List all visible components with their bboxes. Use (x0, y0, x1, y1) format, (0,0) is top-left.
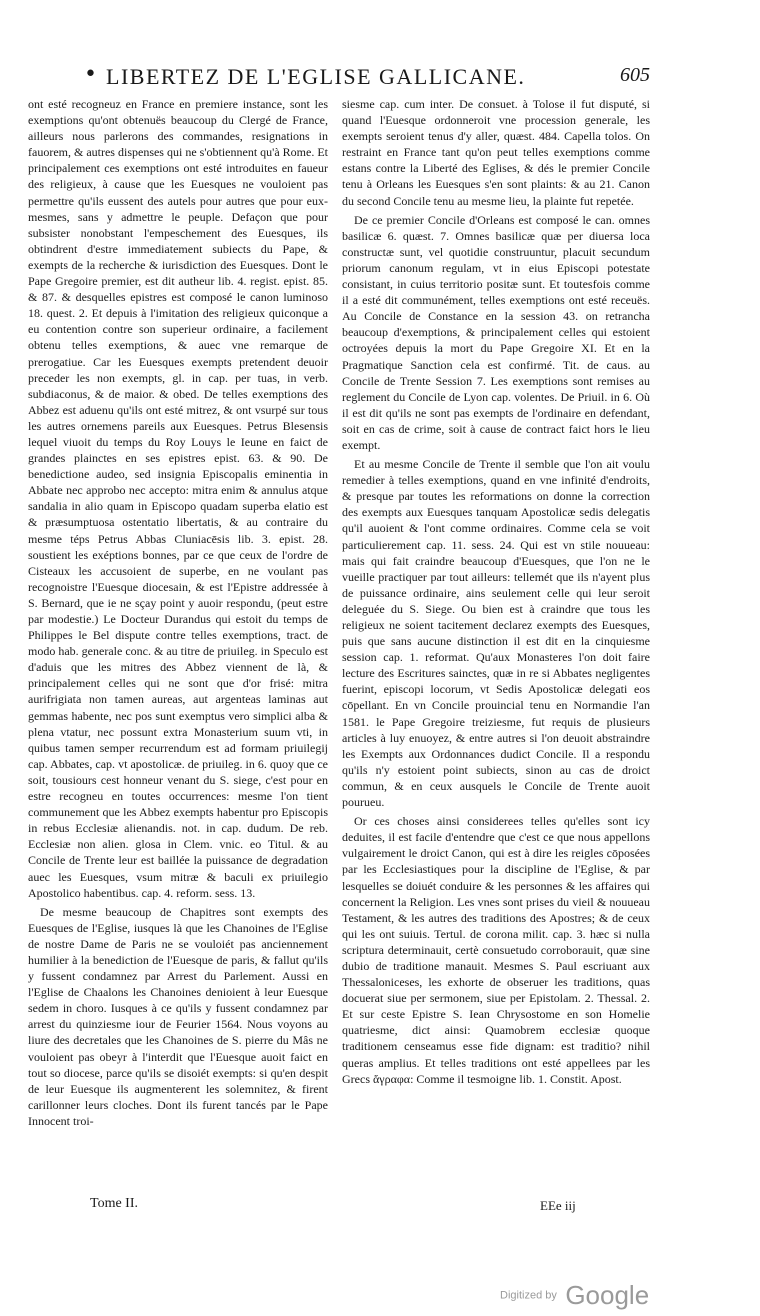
google-logo: Google (565, 1280, 650, 1310)
digitized-watermark (500, 1280, 649, 1311)
volume-label: Tome II. (90, 1196, 139, 1211)
running-header (28, 60, 650, 94)
right-paragraph-1: siesme cap. cum inter. De consuet. à Tolose il fut disputé, si quand l'Euesque ordonneroit vne procession generale, les exempts seroient tenus d'y aller, quæst. 484. Capella tolos. On restraint en France tant qu'on peut telles exemptions comme estans contre la Liberté des Eglises, & dés le premier Concile tenu à Orleans les Euesques s'en sont plaints: & au 21. Canon du second Concile tenu au mesme lieu, la plainte fut repetée. (342, 97, 650, 208)
right-paragraph-2: De ce premier Concile d'Orleans est composé le can. omnes basilicæ 6. quæst. 7. Omnes basilicæ quæ per diuersa loca constructæ sunt, vel quotidie construuntur, placuit secundum priorum canonum regulam, vt in eius Episcopi potestate consistant, in cuius territorio positæ sunt. Et toutesfois comme il a esté dit communément, telles exemptions ont esté receuës. Au Concile de Constance en la session 43. on retrancha beaucoup d'exemptions, & principalement celles qui estoient octroyées depuis la mort du Pape Gregoire XI. Et en la Pragmatique Sanction cela est confirmé. Tit. de caus. au Concile de Trente Session 7. Les exemptions sont remises au reglement du Concile de Lyon cap. volentes. De Priuil. in 6. Où il est dit qu'ils ne sont pas exempts de l'ordinaire en defendant, soit en cas de crime, soit à cause de contract faict hors le lieu exempt. (342, 212, 650, 452)
left-column (28, 96, 328, 1132)
left-paragraph-1: ont esté recogneuz en France en premiere instance, sont les exemptions qu'ont obtenuës beaucoup du Clergé de France, ailleurs nous parlerons des commandes, resignations in fauorem, & autres dispenses qui ne s'obtiennent qu'à Rome. Et principalement ces exemptions ont esté introduites en faueur des religieux, à cause que les Euesques ne vouloient pas permettre qu'ils eussent des autels pour autres que pour eux-mesmes, sans y admettre le peuple. Defaçon que pour subsister nonobstant l'empeschement des Euesques, ils obtindrent d'estre immediatement subiects du Pape, & exempts de la recherche & iurisdiction des Euesques. Dont le Pape Gregoire premier, est dit autheur lib. 4. regist. epist. 85. & 87. & desquelles epistres est composé le canon luminoso 18. quest. 2. Et depuis à l'imitation des religieux quiconque a eu contention contre son superieur ordinaire, a facilement obtenu telles exemptions, & auec vne remarque de prerogatiue. Car les Euesques exempts pretendent deuoir preceder les non exempts, gl. in cap. per tuas, in verb. subdiaconus, & de maior. & obed. De telles exemptions des Abbez est aduenu qu'ils ont esté mitrez, & ont vsurpé sur tous les autres ornemens pareils aux Euesques. Petrus Blesensis lequel viuoit du temps du Roy Louys le Ieune en faict de grandes plainctes en ses epistres epist. 63. & 90. De benedictione audeo, sed insignia Episcopalis eminentia in Abbate nec approbo nec accepto: mitra enim & annulus atque sandalia in alio quam in Episcopo quadam superba elatio est & præsumptuosa ostentatio libertatis, & au contraire du mesme téps Petrus Abbas Cluniacēsis lib. 3. epist. 28. soustient les exéptions bonnes, par ce que ceux de l'ordre de Cisteaux les accusoient de superbe, en ne voulant pas recognoistre l'Euesque diocesain, & est l'Epistre addressée à S. Bernard, que ie ne sçay point y auoir respondu, (peut estre par modestie.) Le Docteur Durandus qui estoit du temps de Philippes le Bel dispute contre telles exemptions, tract. de modo hab. generale conc. & au titre de priuileg. in Speculo est d'aduis que les mitres des Abbez viennent de là, & principalement celles qui ne sont que d'or frisé: mitra aurifrigiata non tamen aureas, aut argenteas laminas aut gemmas habente, nec pos sunt exemptus vero simplici alba & plena vtatur, nec possunt extra Monasterium suum vti, in quibus tamen semper recurrendum est ad formam priuilegij cap. Abbates, cap. vt apostolicæ. de priuileg. in 6. quoy que ce soit, tousiours cest honneur venant du S. siege, c'est pour en estre recogneu en toutes occurrences: mesme l'on tient communement que les Abbez exempts habentur pro Episcopis in rebus Ecclesiæ alienandis. not. in cap. dudum. De reb. Ecclesiæ non alien. glosa in Clem. vnic. eo Titul. & au Concile de Trente leur est baillée la puissance de degradation auec les Euesques, vsum mitræ & baculi ex priuilegio Apostolico habentibus. cap. 4. reform. sess. 13. (28, 97, 328, 900)
right-column (342, 96, 650, 1090)
right-paragraph-4: Or ces choses ainsi considerees telles qu'elles sont icy deduites, il est facile d'entendre que c'est ce que nous appellons vulgairement le droict Canon, qui est à dire les reigles cōposées par les Ecclesiastiques pour la discipline de l'Eglise, & par lesquelles se doiuét conduire & les personnes & les affaires qui concernent la Religion. Les vnes sont prises du vieil & nouueau Testament, & les autres des traditions des Apostres; & de ceux qui les ont suiuis. Tertul. de corona milit. cap. 3. hæc si nulla scriptura determinauit, certè consuetudo corroborauit, quæ sine dubio de traditione manauit. Mesmes S. Paul escriuant aux Thessaloniceses, les exhorte de obseruer les traditions, quas docuerat siue per sermonem, siue per Epistolam. 2. Thessal. 2. Et sur ceste Epistre S. Iean Chrysostome en son Homelie quatriesme, dict ainsi: Quamobrem ecclesiæ quoque traditionem censeamus esse fide dignam: est traditio? nihil queras amplius. Et telles traditions ont esté appellees par les Grecs ἄγραφα: Comme il tesmoigne lib. 1. Constit. Apost. (342, 814, 650, 1086)
right-paragraph-3: Et au mesme Concile de Trente il semble que l'on ait voulu remedier à telles exemptions, quand en vne infinité d'endroits, & presque par toutes les reformations on donne la correction des exempts aux Euesques tanquam Apostolicæ sedis delegatis qu'il auoient & l'ont comme ordinaires. Comme cela se voit particulierement cap. 11. sess. 24. Qui est vn stile nouueau: mais qui fait craindre beaucoup d'Euesques, que l'on ne le vueille practiquer par tout ailleurs: tellemét que ils n'ayent plus de puissance ordinaire, ains seulement celle qui leur seroit deleguée du S. Siege. Ou bien est à craindre que tous les religieux ne soient tacitement declarez exempts des Euesques, puis que sans aucune distinction il est dit en la cinquiesme session cap. 1. reformat. Qu'aux Monasteres l'on doit faire lecture des Escritures sainctes, quæ in re si Abbates negligentes fuerint, episcopi locorum, vt Sedis Apostolicæ delegati eos cōpellant. En vn Concile prouincial tenu en Normandie l'an 1581. le Pape Gregoire treiziesme, fut requis de plusieurs articles à luy enuoyez, & entre autres si l'on deuoit abstraindre les Exempts aux Ordonnances dudict Concile. Il a respondu qu'ils n'y estoient point subiects, sinon au cas de droict commun, & en ceux ausquels le Concile de Trente auoit pourueu. (342, 457, 650, 810)
left-paragraph-2: De mesme beaucoup de Chapitres sont exempts des Euesques de l'Eglise, iusques là que les Chanoines de l'Eglise de nostre Dame de Paris ne se vouloiét pas anciennement humilier à la benediction de l'Euesque de paris, & fallut qu'ils y fussent condamnez par Arrest du Parlement. Aussi en l'Eglise de Chaalons les Chanoines denioient à leur Euesque sedem in choro. Iusques à ce qu'ils y fussent condamnez par arrest du quinziesme iour de Feurier 1564. Nous voyons au liure des decretales que les Chanoines de S. pierre du Mâs ne vouloient pas obeyr à l'interdit que l'Euesque auoit faict en tout so diocese, parce qu'ils se disoiét exempts: si qu'en despit de leur Euesque ils augmenterent les solemnitez, & firent carillonner leurs cloches. Dont ils furent tancés par le Pape Innocent troi- (28, 904, 328, 1128)
digitized-by-text: Digitized by (500, 1289, 557, 1302)
page-number: 605 (620, 64, 650, 86)
signature-mark: EEe iij (540, 1198, 576, 1213)
header-bullet: • (84, 62, 97, 87)
running-title: LIBERTEZ DE L'EGLISE GALLICANE. (106, 64, 526, 89)
